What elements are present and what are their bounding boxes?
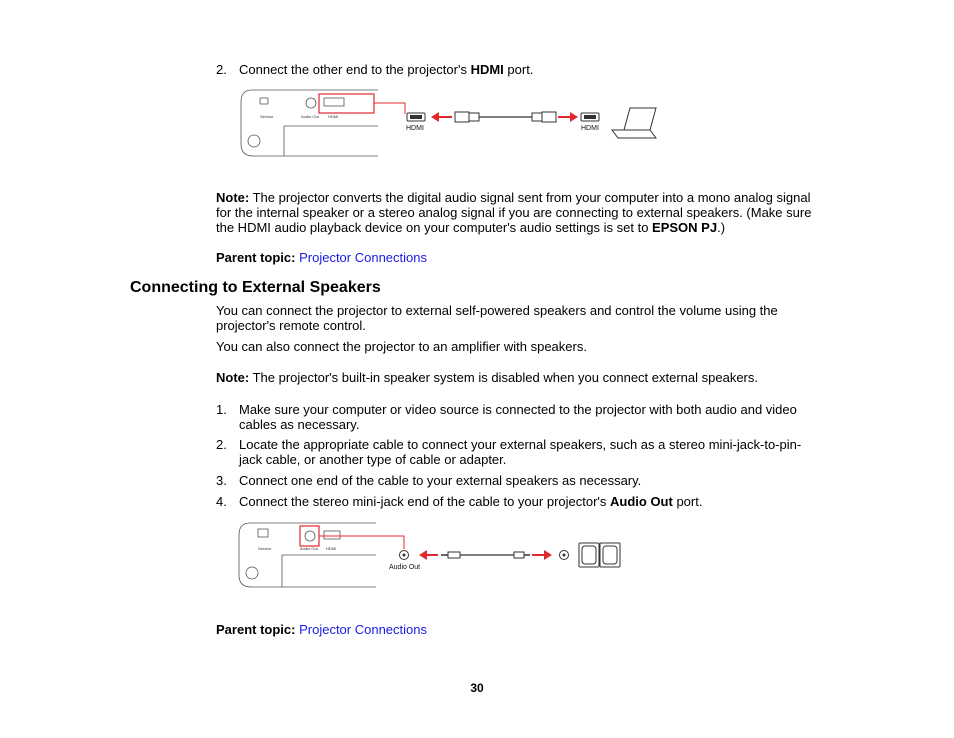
hdmi-label-right: HDMI	[581, 125, 599, 132]
section-heading: Connecting to External Speakers	[130, 279, 381, 296]
note-paragraph	[216, 190, 822, 235]
audio-jack-icon-center	[563, 554, 566, 557]
audio-out-jack-label: Audio Out	[389, 564, 421, 571]
step-number: 2.	[216, 437, 227, 452]
step-text-part: Connect the other end to the projector's	[239, 62, 471, 77]
note-text: The projector converts the digital audio signal sent from your computer into a mono analog signal for the internal speaker or a stereo analog signal if you are connecting to external speakers. (Make sure the HDMI audio playback device on your computer's audio settings is set to	[216, 190, 812, 235]
step-text-part: port.	[503, 62, 534, 77]
step-number: 4.	[216, 494, 227, 509]
step-text: Make sure your computer or video source is connected to the projector with both audio and video cables as necessary.	[239, 402, 797, 432]
step-bold: HDMI	[470, 62, 504, 77]
page-number: 30	[470, 681, 484, 695]
projector-connections-link[interactable]: Projector Connections	[299, 250, 427, 265]
arrow-left-icon	[431, 112, 439, 122]
audio-out-connection-diagram	[236, 519, 628, 591]
arrow-right-icon	[570, 112, 578, 122]
audio-out-port-highlight	[300, 526, 319, 546]
hdmi-port-label: HDMI	[328, 114, 339, 119]
parent-topic	[216, 250, 427, 265]
parent-topic	[216, 622, 427, 637]
intro-paragraph: You can also connect the projector to an amplifier with speakers.	[216, 339, 587, 354]
parent-topic-label: Parent topic:	[216, 250, 296, 265]
arrow-left-icon	[419, 550, 427, 560]
audio-out-port-label: Audio Out	[300, 546, 318, 551]
service-port-label: Service	[260, 114, 274, 119]
hdmi-port-icon-inner	[584, 115, 596, 119]
audio-jack-icon-center	[403, 554, 406, 557]
hdmi-port-highlight	[319, 94, 374, 113]
step-number: 3.	[216, 473, 227, 488]
hdmi-port-label: HDMI	[326, 546, 337, 551]
note-text: The projector's built-in speaker system is disabled when you connect external speakers.	[249, 370, 758, 385]
step-number: 1.	[216, 402, 227, 417]
service-port-label: Service	[258, 546, 272, 551]
parent-topic-label: Parent topic:	[216, 622, 296, 637]
intro-paragraph: You can connect the projector to external self-powered speakers and control the volume using the projector's remote control.	[216, 303, 778, 333]
step-text: Connect one end of the cable to your external speakers as necessary.	[239, 473, 642, 488]
audio-out-port-label: Audio Out	[301, 114, 319, 119]
hdmi-cable	[455, 112, 556, 122]
laptop-icon	[612, 108, 656, 138]
hdmi-connection-diagram	[238, 86, 668, 162]
step-text-part: port.	[672, 494, 703, 509]
note-paragraph	[216, 370, 816, 385]
note-text-end: .)	[717, 220, 726, 235]
hdmi-port-icon-inner	[410, 115, 422, 119]
step-number: 2.	[216, 62, 227, 77]
note-bold: EPSON PJ	[652, 220, 718, 235]
stereo-mini-jack-cable	[441, 552, 530, 558]
note-label: Note:	[216, 370, 250, 385]
projector-connections-link[interactable]: Projector Connections	[299, 622, 427, 637]
callout-line	[374, 103, 405, 114]
arrow-right-icon	[544, 550, 552, 560]
step-text	[239, 494, 814, 509]
step-text: Locate the appropriate cable to connect your external speakers, such as a stereo mini-jack-to-pin-jack cable, or another type of cable or adapter.	[239, 437, 802, 467]
speakers-icon	[579, 543, 620, 567]
note-label: Note:	[216, 190, 250, 205]
hdmi-label-left: HDMI	[406, 125, 424, 132]
step-text-part: Connect the stereo mini-jack end of the cable to your projector's	[239, 494, 611, 509]
step-bold: Audio Out	[610, 494, 673, 509]
projector-illustration	[241, 90, 378, 156]
step-text	[239, 62, 819, 77]
projector-illustration	[239, 523, 376, 587]
